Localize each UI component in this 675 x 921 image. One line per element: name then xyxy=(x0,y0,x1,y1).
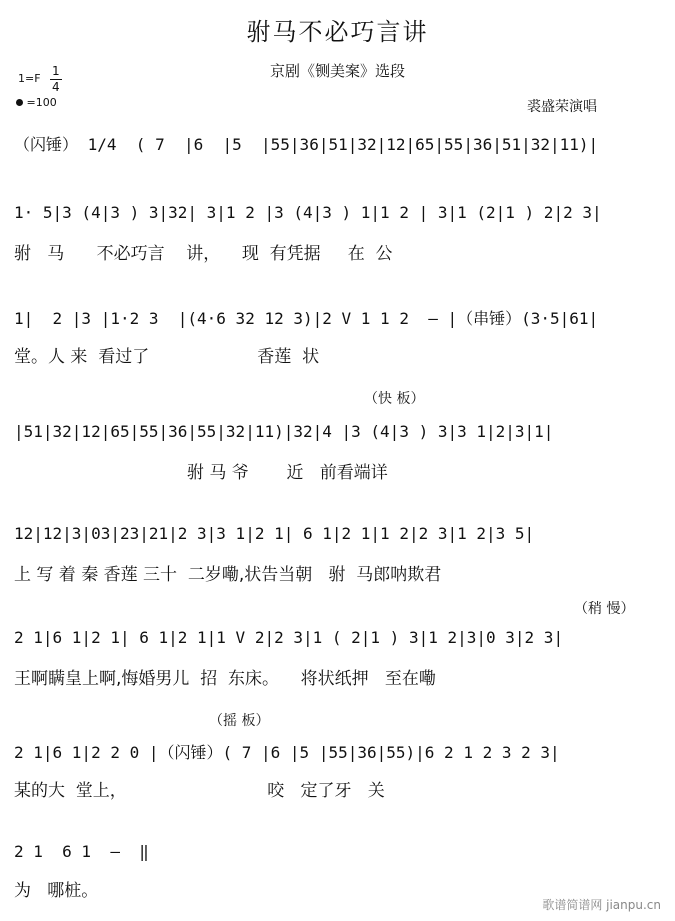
lyrics-line: 上 写 着 秦 香莲 三十 二岁嘞,状告当朝 驸 马郎呐欺君 xyxy=(14,565,442,585)
song-subtitle: 京剧《铡美案》选段 xyxy=(269,62,405,80)
song-title: 驸马不必巧言讲 xyxy=(246,18,429,46)
time-signature-bottom: 4 xyxy=(52,80,60,94)
tempo-marking xyxy=(16,96,57,109)
music-line: 12|12|3|03|23|21|2 3|3 1|2 1| 6 1|2 1|1 2|2 3|1 2|3 5| xyxy=(14,524,535,543)
music-line: 1| 2 |3 |1·2 3 |(4·6 32 12 3)|2 V 1 1 2 – |（串锤）(3·5|61| xyxy=(14,309,599,328)
performer: 裘盛荣演唱 xyxy=(527,99,597,115)
tempo-mark: （稍 慢） xyxy=(574,601,635,617)
lyrics-line: 堂。人 来 看过了 香莲 状 xyxy=(14,347,320,367)
lyrics-line: 驸 马 爷 近 前看端详 xyxy=(14,463,388,483)
tempo-mark: （快 板） xyxy=(364,391,425,407)
music-line: 2 1 6 1 – ‖ xyxy=(14,842,149,861)
lyrics-line: 某的大 堂上， 咬 定了牙 关 xyxy=(14,781,385,801)
tempo-mark: （摇 板） xyxy=(209,713,270,729)
time-signature-top: 1 xyxy=(52,64,60,78)
lyrics-line: 为 哪桩。 xyxy=(14,881,99,901)
key-signature: 1=F xyxy=(18,72,41,85)
tempo-value: =100 xyxy=(26,96,57,109)
music-line: （闪锤） 1/4 ( 7 |6 |5 |55|36|51|32|12|65|55|36|51|32|11)| xyxy=(14,135,599,154)
lyrics-line: 王啊瞒皇上啊,悔婚男儿 招 东床。 将状纸押 至在嘞 xyxy=(14,669,436,689)
music-line: 2 1|6 1|2 1| 6 1|2 1|1 V 2|2 3|1 ( 2|1 ) 3|1 2|3|0 3|2 3| xyxy=(14,628,564,647)
lyrics-line: 驸 马 不必巧言 讲， 现 有凭据 在 公 xyxy=(14,244,393,264)
quarter-note-icon xyxy=(16,99,23,106)
music-line: |51|32|12|65|55|36|55|32|11)|32|4 |3 (4|3 ) 3|3 1|2|3|1| xyxy=(14,422,554,441)
music-line: 1· 5|3 (4|3 ) 3|32| 3|1 2 |3 (4|3 ) 1|1 2 | 3|1 (2|1 ) 2|2 3| xyxy=(14,203,602,222)
music-line: 2 1|6 1|2 2 0 |（闪锤）( 7 |6 |5 |55|36|55)|6 2 1 2 3 2 3| xyxy=(14,743,560,762)
watermark: 歌谱简谱网 jianpu.cn xyxy=(542,898,661,912)
